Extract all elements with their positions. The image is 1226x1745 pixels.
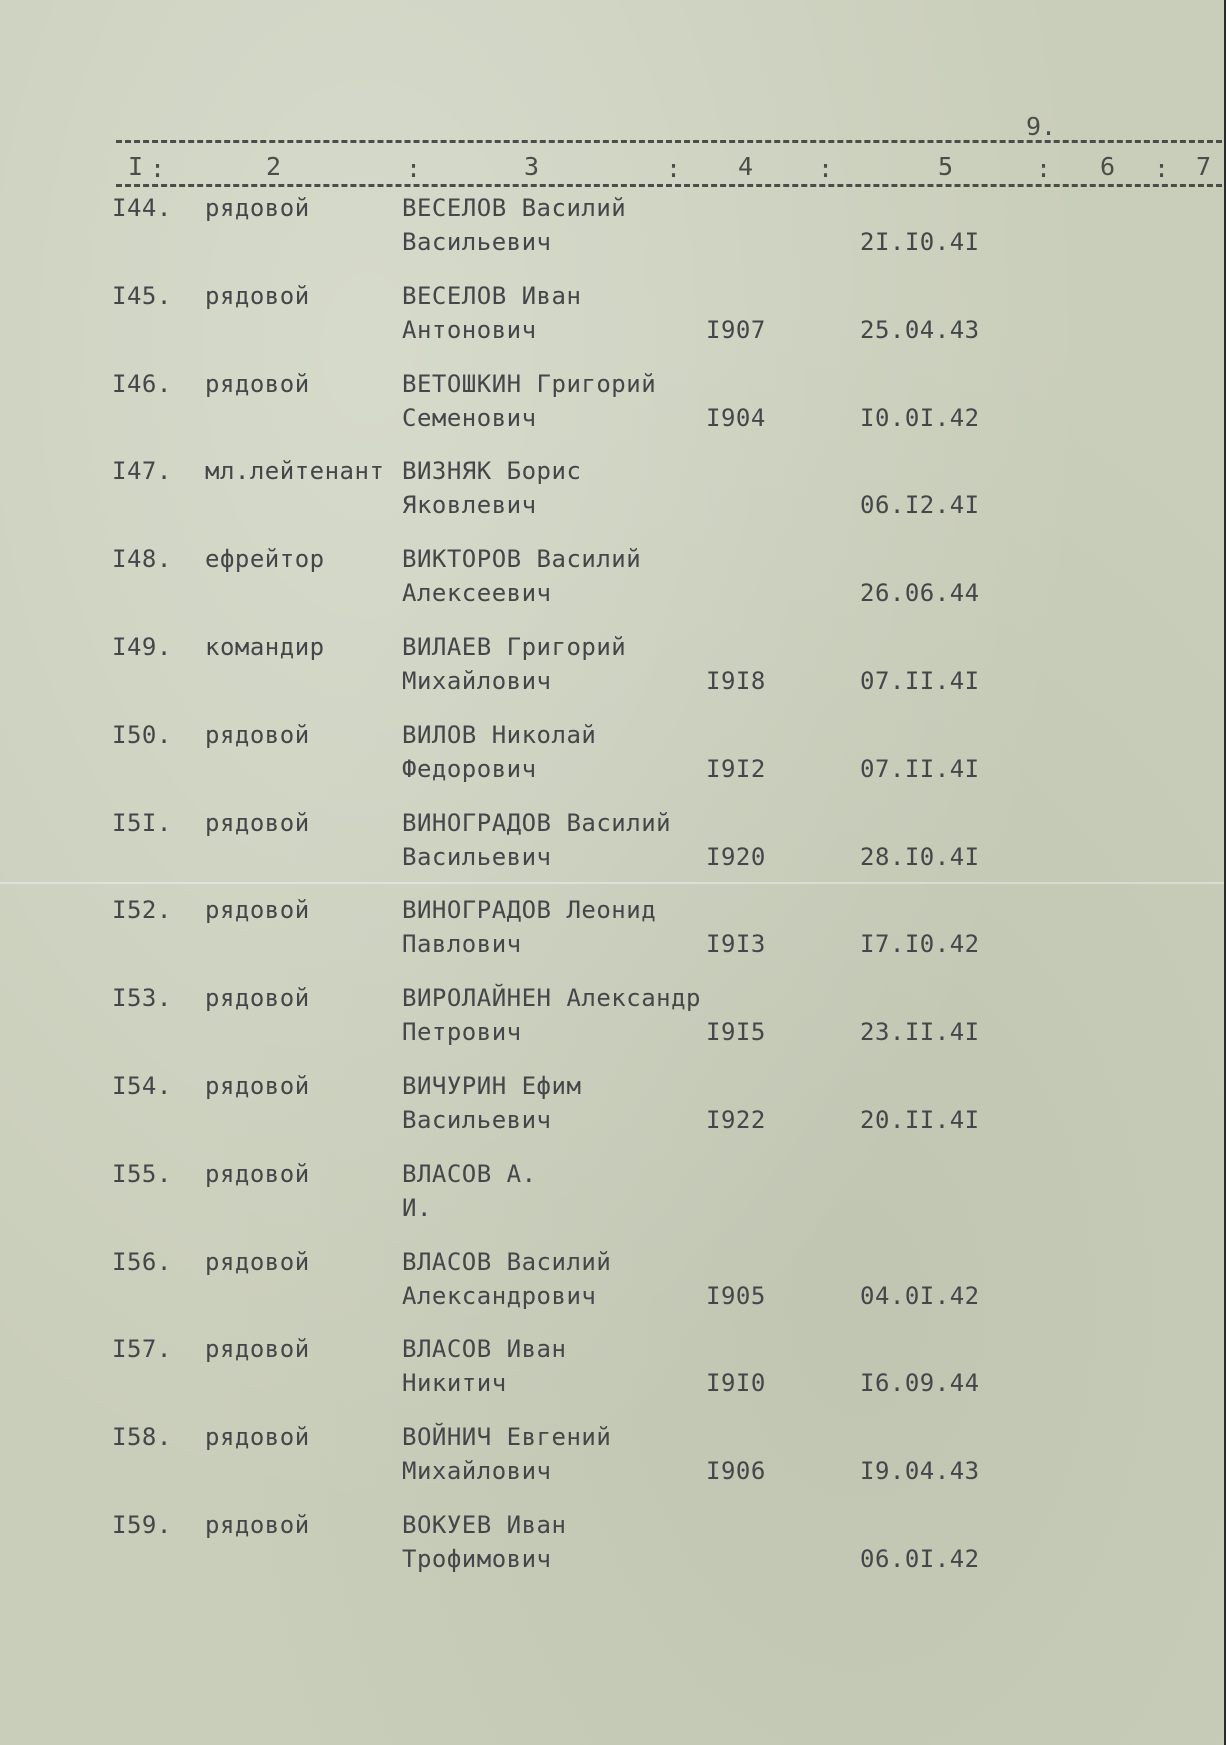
record-surname-name: ВОЙНИЧ Евгений: [402, 1423, 612, 1451]
record-birth-year: I922: [706, 1106, 766, 1134]
record-number: I53.: [112, 984, 172, 1012]
list-item: [0, 1335, 1226, 1415]
record-birth-year: I905: [706, 1282, 766, 1310]
record-number: I59.: [112, 1511, 172, 1539]
column-header-4: 4: [738, 152, 754, 181]
list-item: [0, 984, 1226, 1064]
record-patronymic: Федорович: [402, 755, 537, 783]
list-item: [0, 1248, 1226, 1328]
record-birth-year: I9I3: [706, 930, 766, 958]
record-surname-name: ВЕСЕЛОВ Василий: [402, 194, 627, 222]
record-patronymic: Александрович: [402, 1282, 597, 1310]
record-patronymic: Антонович: [402, 316, 537, 344]
record-number: I44.: [112, 194, 172, 222]
record-date: 07.II.4I: [860, 667, 980, 695]
header-dashed-rule: [116, 140, 1222, 143]
record-birth-year: I9I8: [706, 667, 766, 695]
record-rank: рядовой: [205, 721, 310, 749]
record-birth-year: I904: [706, 404, 766, 432]
record-rank: рядовой: [205, 370, 310, 398]
record-surname-name: ВИРОЛАЙНЕН Александр: [402, 984, 701, 1012]
record-patronymic: Алексеевич: [402, 579, 552, 607]
record-rank: рядовой: [205, 1160, 310, 1188]
list-item: [0, 721, 1226, 801]
record-surname-name: ВИНОГРАДОВ Василий: [402, 809, 672, 837]
column-separator: :: [666, 154, 682, 183]
record-birth-year: I920: [706, 843, 766, 871]
record-surname-name: ВИНОГРАДОВ Леонид: [402, 896, 657, 924]
record-patronymic: Павлович: [402, 930, 522, 958]
record-rank: рядовой: [205, 984, 310, 1012]
list-item: [0, 633, 1226, 713]
column-separator: :: [406, 154, 422, 183]
record-rank: рядовой: [205, 1248, 310, 1276]
record-date: I9.04.43: [860, 1457, 980, 1485]
list-item: [0, 370, 1226, 450]
record-date: I0.0I.42: [860, 404, 980, 432]
record-surname-name: ВОКУЕВ Иван: [402, 1511, 567, 1539]
record-number: I46.: [112, 370, 172, 398]
record-birth-year: I9I5: [706, 1018, 766, 1046]
record-number: I45.: [112, 282, 172, 310]
record-number: I54.: [112, 1072, 172, 1100]
column-separator: :: [150, 154, 166, 183]
record-number: I50.: [112, 721, 172, 749]
record-date: I7.I0.42: [860, 930, 980, 958]
record-date: 07.II.4I: [860, 755, 980, 783]
record-patronymic: Васильевич: [402, 228, 552, 256]
record-surname-name: ВЛАСОВ Иван: [402, 1335, 567, 1363]
list-item: [0, 1160, 1226, 1240]
record-patronymic: Михайлович: [402, 1457, 552, 1485]
record-patronymic: Петрович: [402, 1018, 522, 1046]
record-number: I55.: [112, 1160, 172, 1188]
record-birth-year: I9I2: [706, 755, 766, 783]
page-number: 9.: [1026, 112, 1057, 141]
record-rank: рядовой: [205, 1511, 310, 1539]
record-rank: рядовой: [205, 1335, 310, 1363]
record-number: I48.: [112, 545, 172, 573]
record-date: 26.06.44: [860, 579, 980, 607]
record-number: I56.: [112, 1248, 172, 1276]
record-date: I6.09.44: [860, 1369, 980, 1397]
record-patronymic: Никитич: [402, 1369, 507, 1397]
record-date: 04.0I.42: [860, 1282, 980, 1310]
record-date: 20.II.4I: [860, 1106, 980, 1134]
record-rank: рядовой: [205, 809, 310, 837]
column-separator: :: [818, 154, 834, 183]
list-item: [0, 194, 1226, 274]
record-rank: командир: [205, 633, 325, 661]
record-surname-name: ВИКТОРОВ Василий: [402, 545, 642, 573]
record-birth-year: I9I0: [706, 1369, 766, 1397]
record-rank: рядовой: [205, 1423, 310, 1451]
record-birth-year: I907: [706, 316, 766, 344]
column-separator: :: [1154, 154, 1170, 183]
record-rank: мл.лейтенант: [205, 457, 385, 485]
record-patronymic: И.: [402, 1194, 432, 1222]
record-rank: рядовой: [205, 282, 310, 310]
column-header-1: I: [128, 152, 144, 181]
record-number: I49.: [112, 633, 172, 661]
column-header-5: 5: [938, 152, 954, 181]
record-date: 06.I2.4I: [860, 491, 980, 519]
record-number: I5I.: [112, 809, 172, 837]
record-patronymic: Васильевич: [402, 843, 552, 871]
record-surname-name: ВИЗНЯК Борис: [402, 457, 582, 485]
record-surname-name: ВЛАСОВ А.: [402, 1160, 537, 1188]
record-rank: рядовой: [205, 1072, 310, 1100]
column-header-7: 7: [1196, 152, 1212, 181]
record-number: I57.: [112, 1335, 172, 1363]
column-header-2: 2: [266, 152, 282, 181]
record-surname-name: ВЕТОШКИН Григорий: [402, 370, 657, 398]
record-birth-year: I906: [706, 1457, 766, 1485]
record-number: I52.: [112, 896, 172, 924]
record-surname-name: ВЛАСОВ Василий: [402, 1248, 612, 1276]
record-patronymic: Васильевич: [402, 1106, 552, 1134]
record-date: 25.04.43: [860, 316, 980, 344]
record-date: 2I.I0.4I: [860, 228, 980, 256]
record-number: I47.: [112, 457, 172, 485]
record-patronymic: Яковлевич: [402, 491, 537, 519]
column-header-6: 6: [1100, 152, 1116, 181]
list-item: [0, 457, 1226, 537]
record-number: I58.: [112, 1423, 172, 1451]
record-patronymic: Семенович: [402, 404, 537, 432]
record-date: 23.II.4I: [860, 1018, 980, 1046]
record-surname-name: ВЕСЕЛОВ Иван: [402, 282, 582, 310]
column-header-3: 3: [524, 152, 540, 181]
list-item: [0, 1072, 1226, 1152]
column-separator: :: [1036, 154, 1052, 183]
list-item: [0, 896, 1226, 976]
record-rank: рядовой: [205, 896, 310, 924]
record-rank: ефрейтор: [205, 545, 325, 573]
list-item: [0, 809, 1226, 889]
record-date: 28.I0.4I: [860, 843, 980, 871]
record-patronymic: Трофимович: [402, 1545, 552, 1573]
column-header-rule: [116, 184, 1222, 187]
record-surname-name: ВИЧУРИН Ефим: [402, 1072, 582, 1100]
record-patronymic: Михайлович: [402, 667, 552, 695]
record-surname-name: ВИЛАЕВ Григорий: [402, 633, 627, 661]
list-item: [0, 282, 1226, 362]
record-surname-name: ВИЛОВ Николай: [402, 721, 597, 749]
list-item: [0, 1423, 1226, 1503]
record-rank: рядовой: [205, 194, 310, 222]
list-item: [0, 545, 1226, 625]
record-date: 06.0I.42: [860, 1545, 980, 1573]
list-item: [0, 1511, 1226, 1591]
